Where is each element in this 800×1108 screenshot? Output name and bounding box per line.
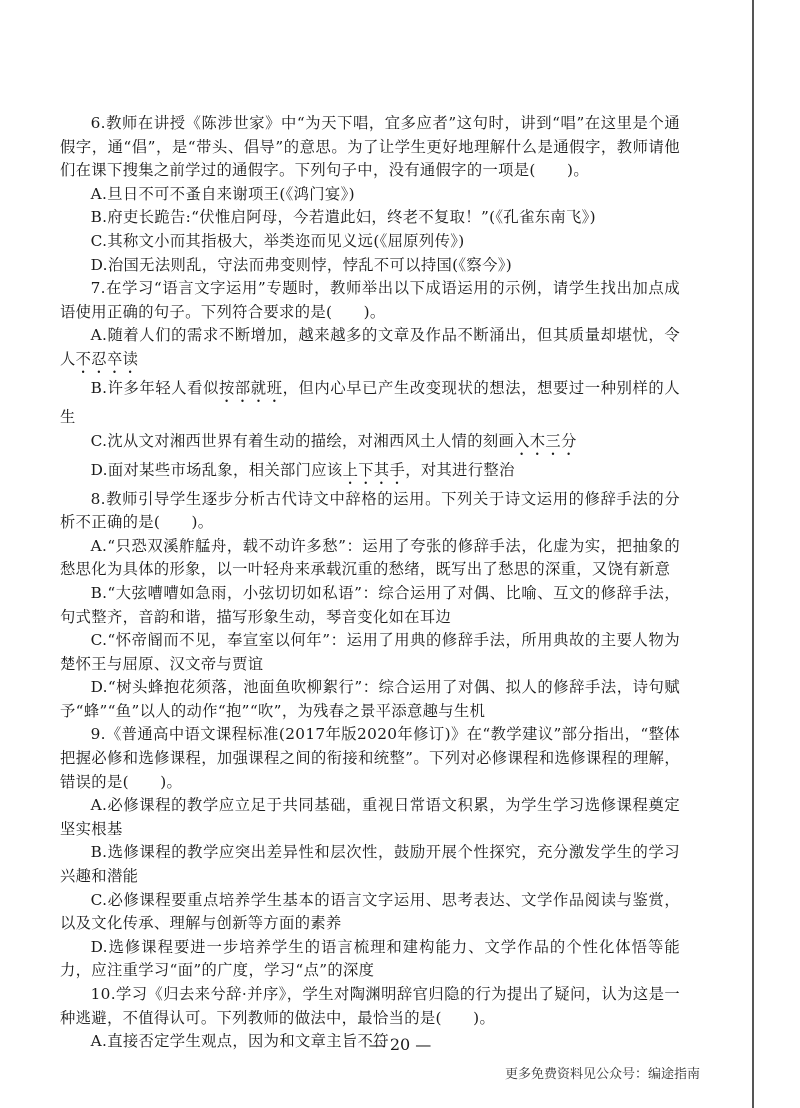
question-9-stem: 9.《普通高中语文课程标准(2017年版2020年修订)》在“教学建议”部分指出，“整体把握必修和选修课程，加强课程之间的衔接和统整”。下列对必修课程和选修课程的理解，错误的是( )。 bbox=[60, 725, 680, 791]
document-body bbox=[60, 112, 680, 1054]
question-6-option-a: A.旦日不可不蚤自来谢项王(《鸿门宴》) bbox=[90, 184, 355, 203]
question-8-option-d: D.“树头蜂抱花须落，池面鱼吹柳絮行”：综合运用了对偶、拟人的修辞手法，诗句赋予“蜂”“鱼”以人的动作“抱”“吹”，为残春之景平添意趣与生机 bbox=[60, 678, 680, 720]
question-8-option-a: A.“只恐双溪舴艋舟，载不动许多愁”：运用了夸张的修辞手法，化虚为实，把抽象的愁思化为具体的形象，以一叶轻舟来承载沉重的愁绪，既写出了愁思的深重，又饶有新意 bbox=[60, 536, 680, 579]
emphasized-idiom: 按部就班 bbox=[219, 378, 283, 397]
emphasized-idiom: 入木三分 bbox=[514, 431, 577, 450]
question-9-option-c: C.必修课程要重点培养学生基本的语言文字运用、思考表达、文学作品阅读与鉴赏，以及文化传承、理解与创新等方面的素养 bbox=[60, 890, 680, 933]
emphasized-idiom: 上下其手 bbox=[342, 460, 406, 479]
page-number: — 20 — bbox=[368, 1035, 432, 1054]
emphasized-idiom: 不忍卒读 bbox=[75, 349, 139, 368]
question-6-option-c: C.其称文小而其指极大，举类迩而见义远(《屈原列传》) bbox=[90, 231, 465, 250]
question-6-option-b: B.府吏长跪告:“伏惟启阿母，今若遣此妇，终老不复取！”(《孔雀东南飞》) bbox=[90, 208, 596, 227]
question-9-option-d: D.选修课程要进一步培养学生的语言梳理和建构能力、文学作品的个性化体悟等能力，应注重学习“面”的广度，学习“点”的深度 bbox=[60, 937, 680, 980]
question-6-stem: 6.教师在讲授《陈涉世家》中“为天下唱，宜多应者”这句时，讲到“唱”在这里是个通假字，通“倡”，是“带头、倡导”的意思。为了让学生更好地理解什么是通假字，教师请他们在课下搜集之前学过的通假字。下列句子中，没有通假字的一项是( )。 bbox=[60, 114, 680, 180]
question-9-option-b: B.选修课程的教学应突出差异性和层次性，鼓励开展个性探究，充分激发学生的学习兴趣和潜能 bbox=[60, 843, 680, 886]
question-7-option-c: C.沈从文对湘西世界有着生动的描绘，对湘西风土人情的刻画入木三分 bbox=[90, 431, 577, 450]
question-9-option-a: A.必修课程的教学应立足于共同基础，重视日常语文积累，为学生学习选修课程奠定坚实根基 bbox=[60, 796, 680, 838]
question-8-option-b: B.“大弦嘈嘈如急雨，小弦切切如私语”：综合运用了对偶、比喻、互文的修辞手法，句式整齐，音韵和谐，描写形象生动，琴音变化如在耳边 bbox=[60, 583, 680, 626]
question-7-option-a: A.随着人们的需求不断增加，越来越多的文章及作品不断涌出，但其质量却堪忧，令人不忍卒读 bbox=[60, 326, 680, 368]
question-7-option-d: D.面对某些市场乱象，相关部门应该上下其手，对其进行整治 bbox=[90, 460, 515, 479]
question-6-option-d: D.治国无法则乱，守法而弗变则悖，悖乱不可以持国(《察今》) bbox=[90, 255, 513, 274]
footer-note: 更多免费资料见公众号：编途指南 bbox=[504, 1067, 700, 1082]
page-edge-line bbox=[752, 0, 754, 1108]
question-7-stem: 7.在学习“语言文字运用”专题时，教师举出以下成语运用的示例，请学生找出加点成语使用正确的句子。下列符合要求的是( )。 bbox=[60, 279, 680, 321]
question-7-option-b: B.许多年轻人看似按部就班，但内心早已产生改变现状的想法，想要过一种别样的人生 bbox=[60, 378, 680, 426]
question-10-stem: 10.学习《归去来兮辞·并序》，学生对陶渊明辞官归隐的行为提出了疑问，认为这是一种逃避，不值得认可。下列教师的做法中，最恰当的是( )。 bbox=[60, 985, 680, 1027]
question-8-option-c: C.“怀帝阍而不见，奉宣室以何年”：运用了用典的修辞手法，所用典故的主要人物为楚怀王与屈原、汉文帝与贾谊 bbox=[60, 631, 680, 673]
question-10-option-a: A.直接否定学生观点，因为和文章主旨不符 bbox=[90, 1032, 389, 1051]
question-8-stem: 8.教师引导学生逐步分析古代诗文中辞格的运用。下列关于诗文运用的修辞手法的分析不正确的是( )。 bbox=[60, 489, 680, 532]
